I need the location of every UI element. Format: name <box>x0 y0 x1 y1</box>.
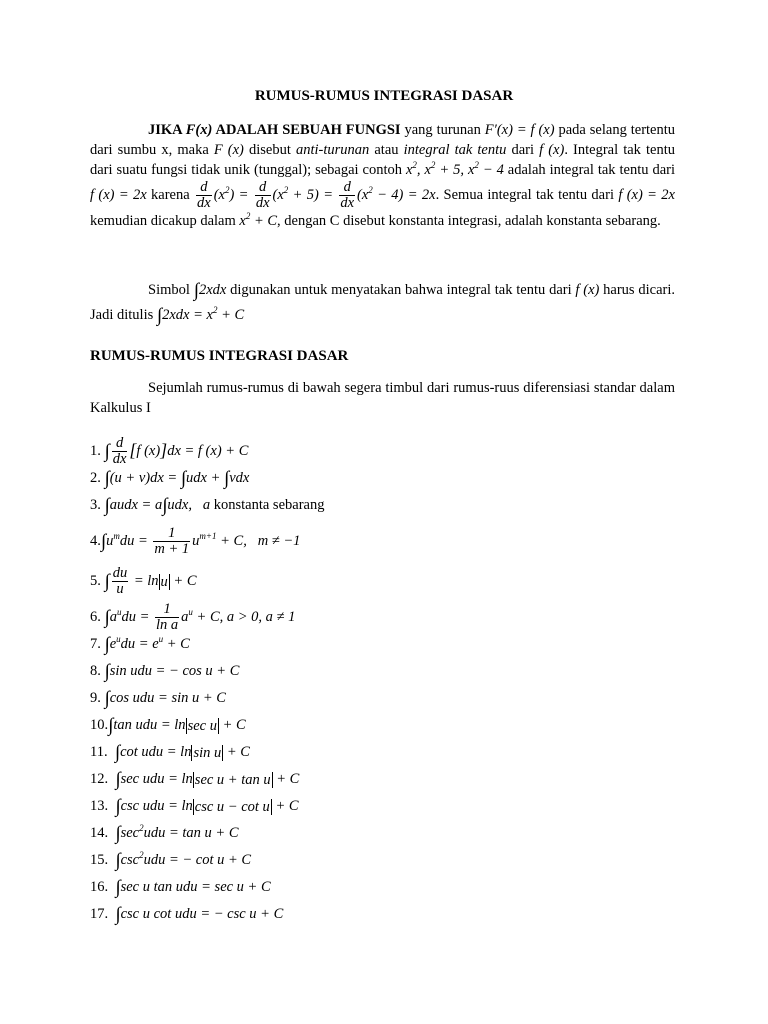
math-derivative: F′(x) = f (x) <box>484 122 555 138</box>
formula-2: 2. ∫(u + v)dx = ∫udx + ∫vdx <box>90 468 250 489</box>
formula-12: 12. ∫sec udu = ln sec u + tan u + C <box>90 769 300 790</box>
formula-9: 9. ∫cos udu = sin u + C <box>90 688 226 709</box>
lead-rest: ADALAH SEBUAH FUNGSI <box>212 122 401 138</box>
math-derivative-examples: $\frac{d}{dx}$ $(x^2)$ = $\frac{d}{dx}$ $(x^2 + 5)$ = $\frac{d}{dx}$ $(x^2 - 4) = 2x$ <box>197 179 436 211</box>
math-examples: $x^2$, $x^2 + 5$, $x^2 - 4$ <box>405 160 504 178</box>
lead-var: F(x) <box>185 122 213 138</box>
formula-3: 3. ∫audx = a∫udx, a konstanta sebarang <box>90 495 325 516</box>
formula-16: 16. ∫sec u tan udu = sec u + C <box>90 877 271 898</box>
formula-11: 11. ∫cot udu = ln sin u + C <box>90 742 250 763</box>
formula-17: 17. ∫csc u cot udu = − csc u + C <box>90 904 284 925</box>
formula-14: 14. $\int\sec^2udu = \tan u + C$ <box>90 823 239 844</box>
formula-5: 5. ∫ $\frac{du}{u}$ = ln u + C <box>90 565 197 597</box>
paragraph-intro: Sejumlah rumus-rumus di bawah segera timbul dari rumus-ruus diferensiasi standar dalam Kalkulus I <box>90 380 675 416</box>
section-title: RUMUS-RUMUS INTEGRASI DASAR <box>90 348 349 364</box>
math-integral-result: $\int 2xdx = x^2 + C$ <box>156 305 245 326</box>
math-integral-2x: ∫2xdx <box>193 280 227 301</box>
paragraph-symbol: Simbol ∫2xdx digunakan untuk menyatakan bahwa integral tak tentu dari f (x) harus dicari. Jadi ditulis $\int 2xdx = x^2 + C$ <box>90 280 676 326</box>
term-anti-turunan: anti-turunan <box>295 142 370 158</box>
formula-7: 7. $\int e^udu = e^u + C$ <box>90 634 190 655</box>
formula-4: $4.\int u^mdu$ = $\frac{1}{m + 1}$ $u^{m+1} + C$, m ≠ −1 <box>90 525 301 557</box>
page-title: RUMUS-RUMUS INTEGRASI DASAR <box>254 88 514 104</box>
paragraph-definition: JIKA F(x) ADALAH SEBUAH FUNGSI yang turunan F′(x) = f (x) pada selang tertentu dari sumbu x, maka F (x) disebut anti-turunan atau integral tak tentu dari f (x). Integral tak tentu dari suatu fungsi tidak unik (tunggal); sebagai contoh $x^2$, $x^2 + 5$, $x^2 - 4$ adalah integral tak tentu dari f (x) = 2x karena $\frac{d}{dx}$ $(x^2)$ = $\frac{d}{dx}$ $(x^2 + 5)$ = $\frac{d}{dx}$ $(x^2 - 4) = 2x$. Semua integral tak tentu dari f (x) = 2x kemudian dicakup dalam $x^2 + C$, dengan C disebut konstanta integrasi, adalah konstanta sebarang. <box>90 122 676 229</box>
lead-text: JIKA <box>148 122 186 138</box>
formula-13: 13. ∫csc udu = ln csc u − cot u + C <box>90 796 299 817</box>
formula-6: 6. $\int a^udu$ = $\frac{1}{\text{ln a}}$ $a^u + C$, a > 0, a ≠ 1 <box>90 601 296 633</box>
formula-10: 10.∫tan udu = ln sec u + C <box>90 715 246 736</box>
formula-8: 8. ∫sin udu = − cos u + C <box>90 661 240 682</box>
formula-15: 15. $\int\csc^2udu$ = − cot u + C <box>90 850 252 871</box>
formula-1: 1. ∫ $\frac{d}{dx}$ [f (x)]dx = f (x) + C <box>90 435 249 467</box>
term-integral-tak-tentu: integral tak tentu <box>403 142 507 158</box>
